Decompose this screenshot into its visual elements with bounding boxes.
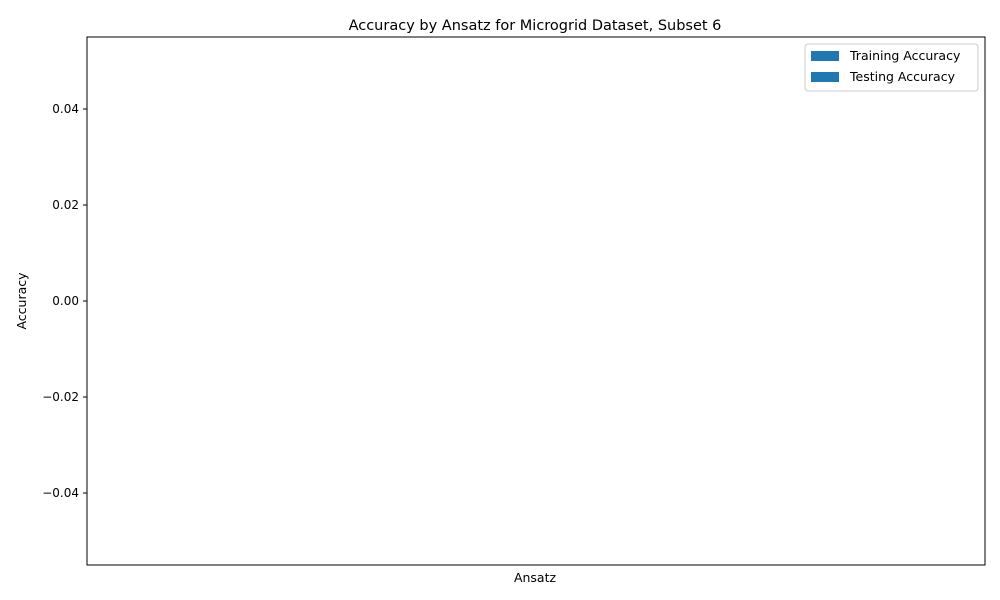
y-tick-label: −0.02 <box>42 390 79 404</box>
y-tick-label: 0.04 <box>52 102 79 116</box>
chart-title: Accuracy by Ansatz for Microgrid Dataset, Subset 6 <box>348 18 722 34</box>
legend-swatch-training <box>811 51 839 61</box>
y-tick-label: −0.04 <box>42 486 79 500</box>
legend <box>805 44 978 91</box>
legend-swatch-testing <box>811 72 839 82</box>
x-axis-label: Ansatz <box>513 570 557 585</box>
y-axis-label: Accuracy <box>14 272 29 330</box>
y-tick-label: 0.00 <box>52 294 79 308</box>
y-tick-label: 0.02 <box>52 198 79 212</box>
legend-label-training: Training Accuracy <box>850 48 961 63</box>
legend-label-testing: Testing Accuracy <box>850 69 955 84</box>
